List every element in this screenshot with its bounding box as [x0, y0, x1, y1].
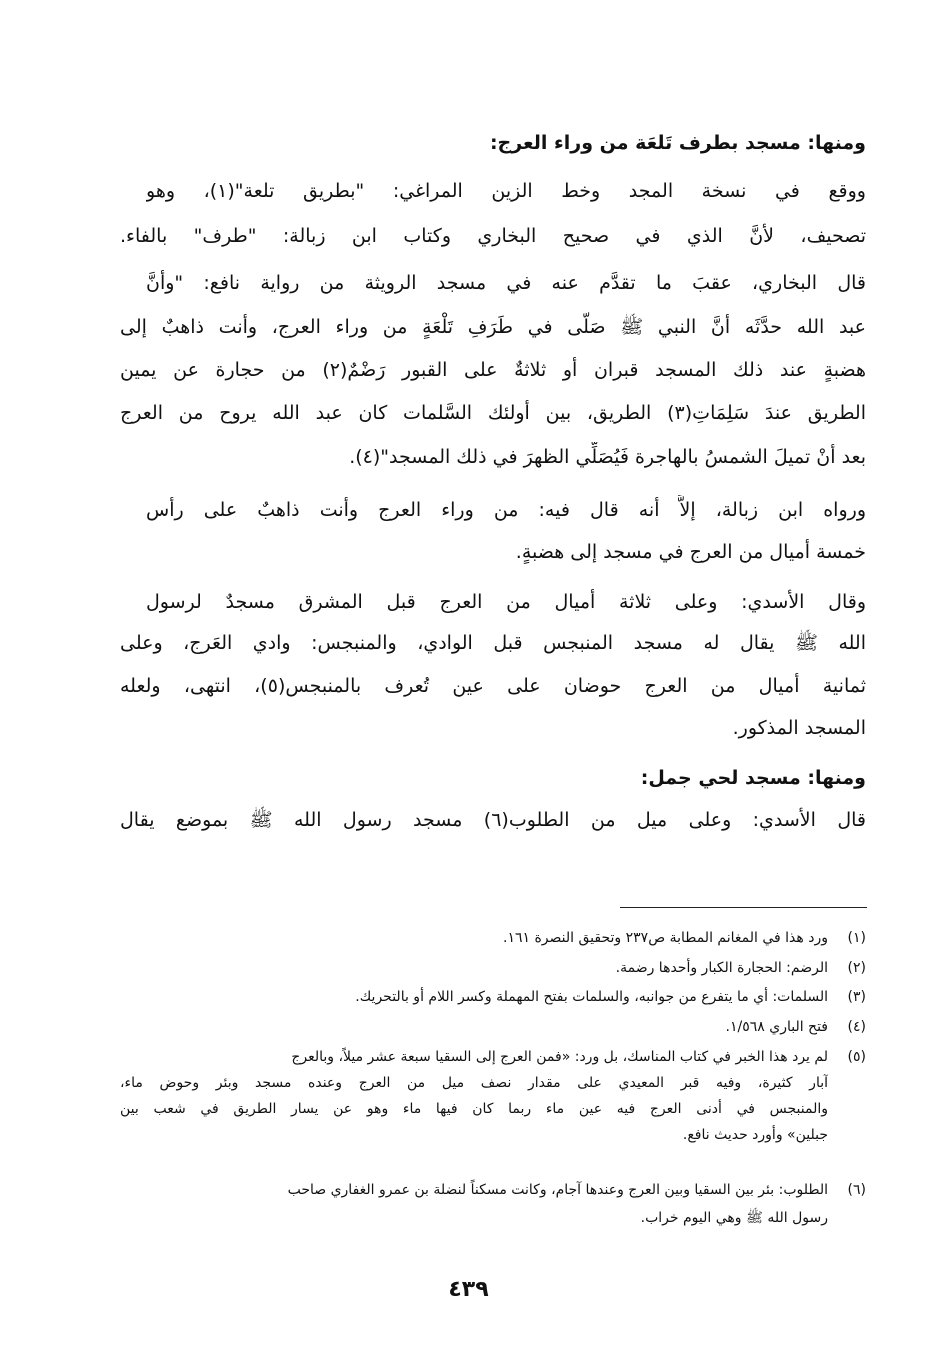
text-line: ورواه ابن زبالة، إلاَّ أنه قال فيه: من وراء العرج وأنت ذاهبٌ على رأس: [146, 499, 866, 521]
footnote-text: الطلوب: بئر بين السقيا وبين العرج وعندها آجام، وكانت مسكناً لنضلة بن عمرو الغفاري صاحب: [287, 1182, 828, 1198]
footnote-2: [120, 956, 866, 982]
page-number: ٤٣٩: [448, 1277, 489, 1302]
section-heading: ومنها: مسجد لحي جمل:: [640, 767, 866, 789]
footnote-text: الرضم: الحجارة الكبار وأحدها رضمة.: [615, 960, 828, 976]
footnote-text: فتح الباري ١/٥٦٨.: [725, 1019, 828, 1035]
footnote-5-line: جبلين» وأورد حديث نافع.: [682, 1127, 828, 1143]
footnote-text: لم يرد هذا الخبر في كتاب المناسك، بل ورد: «فمن العرج إلى السقيا سبعة عشر ميلاً، وبالعرج: [291, 1049, 828, 1065]
footnote-number: (١): [847, 930, 866, 946]
text-line: الله ﷺ يقال له مسجد المنبجس قبل الوادي، والمنبجس: وادي العَرج، وعلى: [120, 632, 866, 654]
footnote-4: [120, 1015, 866, 1041]
footnote-number: (٣): [847, 989, 866, 1005]
footnote-6-line: رسول الله ﷺ وهي اليوم خراب.: [640, 1210, 828, 1226]
text-line: بعد أنْ تميلَ الشمسُ بالهاجرة فَيُصَلِّي الظهرَ في ذلك المسجد"(٤).: [349, 446, 866, 468]
text-line: تصحيف، لأنَّ الذي في صحيح البخاري وكتاب ابن زبالة: "طرف" بالفاء.: [120, 225, 866, 247]
text-line: ووقع في نسخة المجد وخط الزين المراغي: "بطريق تلعة"(١)، وهو: [146, 180, 866, 202]
footnote-text: ورد هذا في المغانم المطابة ص٢٣٧ وتحقيق النصرة ١٦١.: [503, 930, 828, 946]
text-line: خمسة أميال من العرج في مسجد إلى هضبةٍ.: [515, 541, 866, 563]
text-line: وقال الأسدي: وعلى ثلاثة أميال من العرج قبل المشرق مسجدٌ لرسول: [146, 591, 866, 613]
footnote-6: [120, 1178, 866, 1204]
footnote-number: (٦): [847, 1182, 866, 1198]
text-line: المسجد المذكور.: [732, 717, 866, 739]
footnote-number: (٤): [847, 1019, 866, 1035]
text-line: ثمانية أميال من العرج حوضان على عين تُعرف بالمنبجس(٥)، انتهى، ولعله: [120, 675, 866, 697]
section-heading: ومنها: مسجد بطرف تَلعَة من وراء العرج:: [489, 132, 866, 154]
footnote-text: السلمات: أي ما يتفرع من جوانبه، والسلمات بفتح المهملة وكسر اللام أو بالتحريك.: [355, 989, 828, 1005]
text-line: قال البخاري، عقبَ ما تقدَّم عنه في مسجد الرويثة من رواية نافع: "وأنَّ: [146, 272, 866, 294]
footnote-divider: [620, 907, 867, 908]
footnote-number: (٥): [847, 1049, 866, 1065]
text-line: عبد الله حدَّثَه أنَّ النبي ﷺ صَلَّى في طَرَفِ تَلْعَةٍ من وراء العرج، وأنت ذاهبٌ إلى: [120, 316, 866, 338]
footnote-1: [120, 926, 866, 952]
text-line: الطريق عندَ سَلِمَاتِ(٣) الطريق، بين أولئك السَّلمات كان عبد الله يروح من العرج: [120, 402, 866, 424]
footnote-5-line: آبار كثيرة، وفيه قبر المعيدي على مقدار نصف ميل من العرج وعنده مسجد وبئر وحوض ماء،: [120, 1075, 828, 1091]
text-line: هضبةٍ عند ذلك المسجد قبران أو ثلاثةٌ على القبور رَضْمٌ(٢) من حجارة عن يمين: [120, 359, 866, 381]
footnote-5-line: والمنبجس في أدنى العرج فيه عين ماء ربما كان فيها ماء وهو عن يسار الطريق في شعب بين: [120, 1101, 828, 1117]
footnote-number: (٢): [847, 960, 866, 976]
footnote-5: [120, 1045, 866, 1071]
footnote-3: [120, 985, 866, 1011]
text-line: قال الأسدي: وعلى ميل من الطلوب(٦) مسجد رسول الله ﷺ بموضع يقال: [120, 809, 866, 831]
